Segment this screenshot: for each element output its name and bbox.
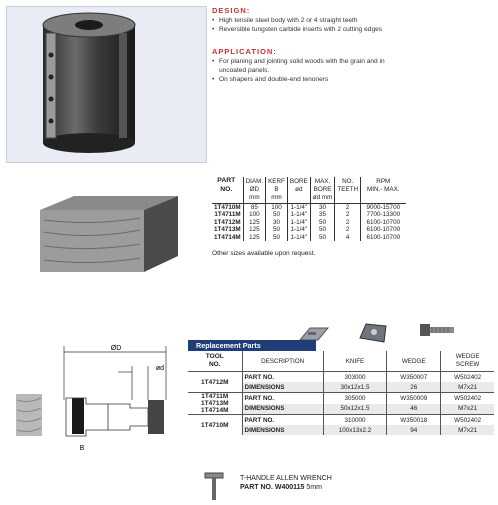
spec-row	[212, 226, 406, 234]
spec-header-bore: BORE ød	[287, 177, 310, 203]
replacement-cell: 310000	[323, 415, 386, 426]
spec-cell: 100	[266, 203, 288, 211]
application-item: • For planing and jointing solid woods with the grain and in uncoated panels.	[212, 57, 407, 75]
spec-cell: 9000-15700	[361, 203, 406, 211]
spec-cell: 100	[243, 211, 266, 219]
replacement-header-tool: TOOL NO.	[205, 353, 224, 368]
spec-cell: 125	[243, 226, 266, 234]
replacement-parts-table	[188, 351, 494, 435]
spec-header-diam: DIAM. ØD mm	[243, 177, 266, 203]
spec-header-teeth: NO. TEETH	[335, 177, 361, 203]
cutterhead-image	[7, 7, 206, 162]
bore-label: ød	[155, 365, 165, 372]
design-item: • Reversible tungsten carbide inserts with 2 cutting edges	[212, 25, 492, 34]
replacement-tool-number: 1T4711M 1T4713M 1T4714M	[188, 393, 242, 415]
replacement-row-label: DIMENSIONS	[242, 404, 323, 415]
spec-cell: 125	[243, 234, 266, 242]
replacement-header-wedge: WEDGE	[387, 351, 441, 372]
diameter-label: ØD	[110, 345, 122, 352]
spec-cell: 1-1/4"	[287, 226, 310, 234]
spec-part-number: 1T4710M	[214, 203, 241, 211]
spec-table-container	[212, 177, 406, 257]
spec-header-part: PART NO.	[212, 177, 243, 203]
spec-table	[212, 177, 406, 241]
spec-cell: 7700-13300	[361, 211, 406, 219]
spec-cell: 35	[310, 211, 335, 219]
spec-part-number: 1T4712M	[214, 218, 241, 226]
spec-cell: 50	[266, 226, 288, 234]
replacement-row-label: PART NO.	[242, 372, 323, 383]
wood-block-image	[30, 196, 180, 279]
replacement-cell: W350007	[387, 372, 441, 383]
spec-cell: 30	[310, 203, 335, 211]
spec-row	[212, 211, 406, 219]
spec-cell: 125	[243, 219, 266, 227]
replacement-parts-title: Replacement Parts	[188, 340, 316, 351]
wrench-size: 5mm	[306, 484, 322, 491]
replacement-cell: W350009	[387, 393, 441, 404]
spec-cell: 1-1/4"	[287, 203, 310, 211]
kerf-label: B	[79, 445, 85, 452]
application-heading: APPLICATION:	[212, 47, 277, 56]
spec-body	[212, 203, 406, 241]
spec-cell: 2	[335, 226, 361, 234]
design-heading: DESIGN:	[212, 6, 251, 15]
replacement-body	[188, 372, 494, 436]
spec-cell: 6100-10700	[361, 234, 406, 242]
design-item: • High tensile steel body with 2 or 4 straight teeth	[212, 16, 492, 25]
replacement-header-screw: WEDGE SCREW	[441, 351, 494, 372]
replacement-cell: W502402	[441, 415, 494, 426]
spec-cell: 85	[243, 203, 266, 211]
spec-header-row	[212, 177, 406, 203]
spec-cell: 50	[310, 226, 335, 234]
replacement-row-label: DIMENSIONS	[242, 382, 323, 393]
replacement-cell: 46	[387, 404, 441, 415]
replacement-cell: 100x13x2.2	[323, 425, 386, 435]
spec-row	[212, 219, 406, 227]
spec-cell: 2	[335, 203, 361, 211]
wrench-part-number: PART NO. W400115	[240, 484, 305, 491]
wrench-caption	[240, 474, 332, 492]
replacement-row-label: PART NO.	[242, 393, 323, 404]
replacement-parts-section	[188, 340, 494, 435]
spec-cell: 1-1/4"	[287, 219, 310, 227]
spec-cell: 2	[335, 211, 361, 219]
replacement-tool-number: 1T4710M	[188, 415, 242, 436]
product-photo-frame	[6, 6, 207, 163]
replacement-header-row	[188, 351, 494, 372]
wrench-title: T-HANDLE ALLEN WRENCH	[240, 475, 332, 482]
design-list	[212, 16, 492, 34]
spec-part-number: 1T4713M	[214, 226, 241, 234]
spec-cell: 6100-10700	[361, 226, 406, 234]
spec-cell: 1-1/4"	[287, 211, 310, 219]
spec-part-number: 1T4714M	[214, 233, 241, 241]
spec-cell: 50	[310, 219, 335, 227]
replacement-cell: 303000	[323, 372, 386, 383]
replacement-part-row	[188, 393, 494, 404]
replacement-header-knife: KNIFE	[323, 351, 386, 372]
spec-cell: 2	[335, 219, 361, 227]
replacement-row-label: PART NO.	[242, 415, 323, 426]
replacement-row-label: DIMENSIONS	[242, 425, 323, 435]
spec-row	[212, 234, 406, 242]
spec-header-rpm: RPM MIN.- MAX.	[361, 177, 406, 203]
replacement-cell: 30x12x1.5	[323, 382, 386, 393]
spec-cell: 30	[266, 219, 288, 227]
replacement-cell: M7x21	[441, 404, 494, 415]
application-item: • On shapers and double-end tenoners	[212, 75, 407, 84]
replacement-cell: M7x21	[441, 382, 494, 393]
replacement-part-row	[188, 372, 494, 383]
replacement-cell: 94	[387, 425, 441, 435]
replacement-cell: 26	[387, 382, 441, 393]
replacement-cell: W502402	[441, 372, 494, 383]
replacement-cell: 305000	[323, 393, 386, 404]
spec-header-kerf: KERF B mm	[266, 177, 288, 203]
spec-cell: 50	[266, 211, 288, 219]
spec-cell: 50	[266, 234, 288, 242]
replacement-cell: W502402	[441, 393, 494, 404]
spec-header-max-bore: MAX. BORE ød mm	[310, 177, 335, 203]
replacement-header-description: DESCRIPTION	[242, 351, 323, 372]
cross-section-diagram	[8, 340, 183, 460]
spec-cell: 6100-10700	[361, 219, 406, 227]
replacement-tool-number: 1T4712M	[188, 372, 242, 393]
spec-cell: 4	[335, 234, 361, 242]
spec-note: Other sizes available upon request.	[212, 250, 316, 258]
replacement-part-row	[188, 415, 494, 426]
spec-cell: 1-1/4"	[287, 234, 310, 242]
application-list	[212, 57, 407, 84]
replacement-cell: 50x12x1.5	[323, 404, 386, 415]
spec-cell: 50	[310, 234, 335, 242]
spec-row	[212, 203, 406, 211]
replacement-cell: W350018	[387, 415, 441, 426]
spec-part-number: 1T4711M	[214, 211, 241, 219]
replacement-cell: M7x21	[441, 425, 494, 435]
